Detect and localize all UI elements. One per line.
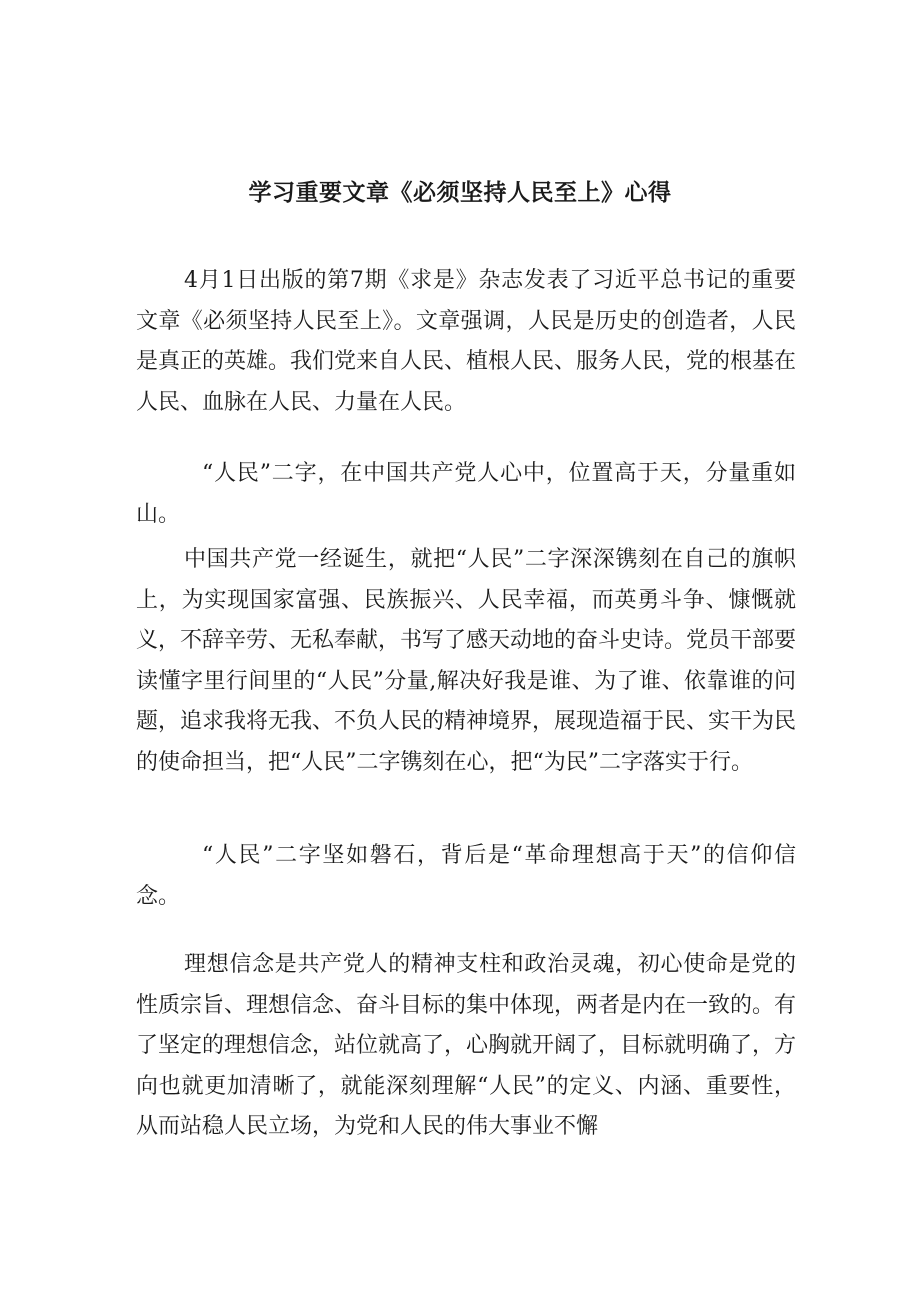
document-title: 学习重要文章《必须坚持人民至上》心得 [248,180,672,206]
body-paragraph-ideals: 理想信念是共产党人的精神支柱和政治灵魂，初心使命是党的性质宗旨、理想信念、奋斗目标的集中体现，两者是内在一致的。有了坚定的理想信念，站位就高了，心胸就开阔了，目标就明确了，方向也就更加清晰了，就能深刻理解“人民”的定义、内涵、重要性，从而站稳人民立场，为党和人民的伟大事业不懈 [136,952,797,1139]
section-lead-ideals: “人民”二字坚如磐石，背后是“革命理想高于天”的信仰信念。 [136,843,796,909]
body-paragraph-banner: 中国共产党一经诞生，就把“人民”二字深深镌刻在自己的旗帜上，为实现国家富强、民族振兴、人民幸福，而英勇斗争、慷慨就义，不辞辛劳、无私奉献，书写了感天动地的奋斗史诗。党员干部要读懂字里行间里的“人民”分量,解决好我是谁、为了谁、依靠谁的问题，追求我将无我、不负人民的精神境界，展现造福于民、实干为民的使命担当，把“人民”二字镌刻在心，把“为民”二字落实于行。 [136,547,797,775]
section-lead-people: “人民”二字，在中国共产党人心中，位置高于天，分量重如山。 [136,461,796,527]
body-paragraph-intro: 4月1日出版的第7期《求是》杂志发表了习近平总书记的重要文章《必须坚持人民至上》。文章强调，人民是历史的创造者，人民是真正的英雄。我们党来自人民、植根人民、服务人民，党的根基在人民、血脉在人民、力量在人民。 [136,268,797,415]
